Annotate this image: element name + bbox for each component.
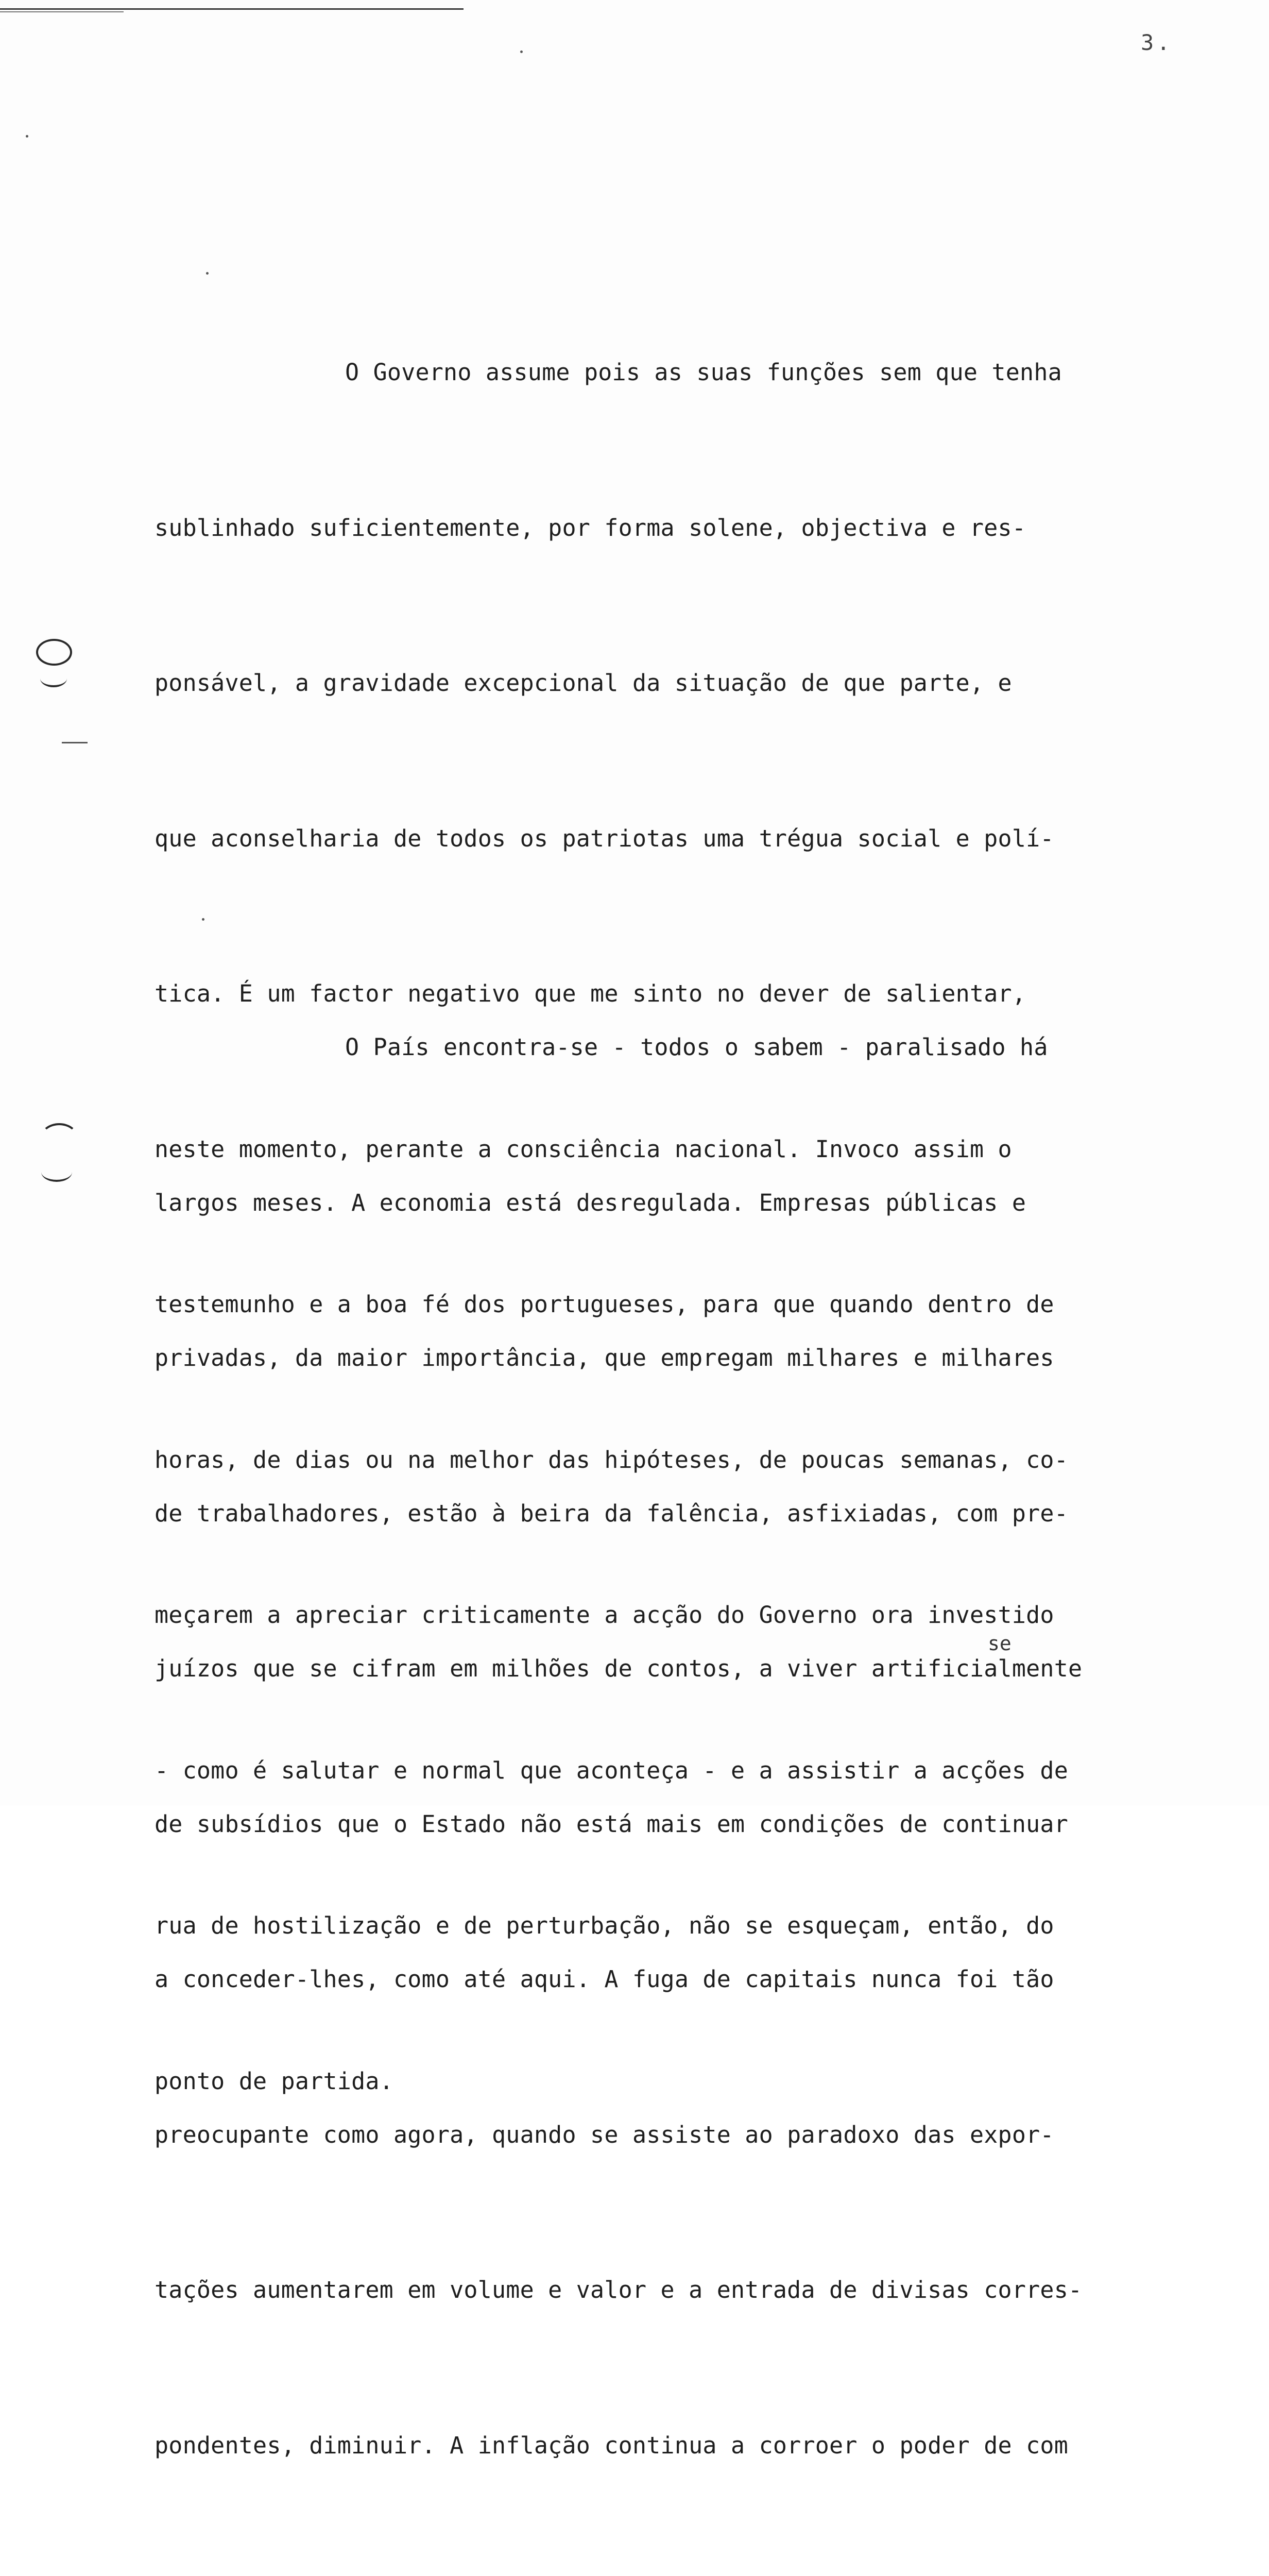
text-line: que aconselharia de todos os patriotas uma trégua social e polí- (155, 824, 1054, 852)
text-line: tica. É um factor negativo que me sinto no dever de salientar, (155, 980, 1026, 1007)
margin-hole-mark (36, 639, 72, 666)
text-line: a conceder-lhes, como até aqui. A fuga de capitais nunca foi tão (155, 1965, 1054, 1993)
text-line: O Governo assume pois as suas funções sem que tenha (345, 359, 1062, 386)
text-line: sublinhado suficientemente, por forma solene, objectiva e res- (155, 514, 1026, 541)
paragraph (155, 918, 1226, 2576)
text-line: testemunho e a boa fé dos portugueses, para que quando dentro de (155, 1291, 1054, 1318)
text-line: pondentes, diminuir. A inflação continua a corroer o poder de com (155, 2431, 1068, 2459)
top-rule-secondary (0, 11, 124, 12)
ink-speck (520, 50, 523, 53)
text-line: O País encontra-se - todos o sabem - paralisado há (345, 1033, 1048, 1061)
text-line: preocupante como agora, quando se assiste ao paradoxo das expor- (155, 2121, 1054, 2148)
text-line: - como é salutar e normal que aconteça - e a assistir a acções de (155, 1756, 1068, 1784)
margin-hole-mark (41, 1162, 72, 1182)
ink-speck (26, 135, 28, 138)
text-line: horas, de dias ou na melhor das hipóteses, de poucas semanas, co- (155, 1446, 1068, 1473)
text-line: privadas, da maior importância, que empregam milhares e milhares (155, 1344, 1054, 1371)
margin-hole-mark (40, 670, 67, 687)
interlinear-correction: se (988, 1632, 1011, 1655)
text-line (155, 2575, 1226, 2576)
text-line: ponsável, a gravidade excepcional da situação de que parte, e (155, 669, 1012, 697)
margin-hole-mark (40, 1123, 78, 1153)
top-rule (0, 8, 464, 10)
text-line: ponto de partida. (155, 2067, 393, 2095)
text-line: de subsídios que o Estado não está mais em condições de continuar (155, 1810, 1068, 1838)
text-line: neste momento, perante a consciência nacional. Invoco assim o (155, 1135, 1012, 1163)
text-line: de trabalhadores, estão à beira da falência, asfixiadas, com pre- (155, 1499, 1068, 1527)
text-line: largos meses. A economia está desregulada. Empresas públicas e (155, 1189, 1026, 1216)
text-line: meçarem a apreciar criticamente a acção do Governo ora investido (155, 1601, 1054, 1629)
margin-dash (62, 742, 88, 743)
text-line: tações aumentarem em volume e valor e a entrada de divisas corres- (155, 2276, 1083, 2303)
page-number: 3. (1141, 30, 1173, 55)
text-line: juízos que se cifram em milhões de contos, a viver artificialmente (155, 1655, 1083, 1682)
text-line: rua de hostilização e de perturbação, não se esqueçam, então, do (155, 1912, 1054, 1939)
